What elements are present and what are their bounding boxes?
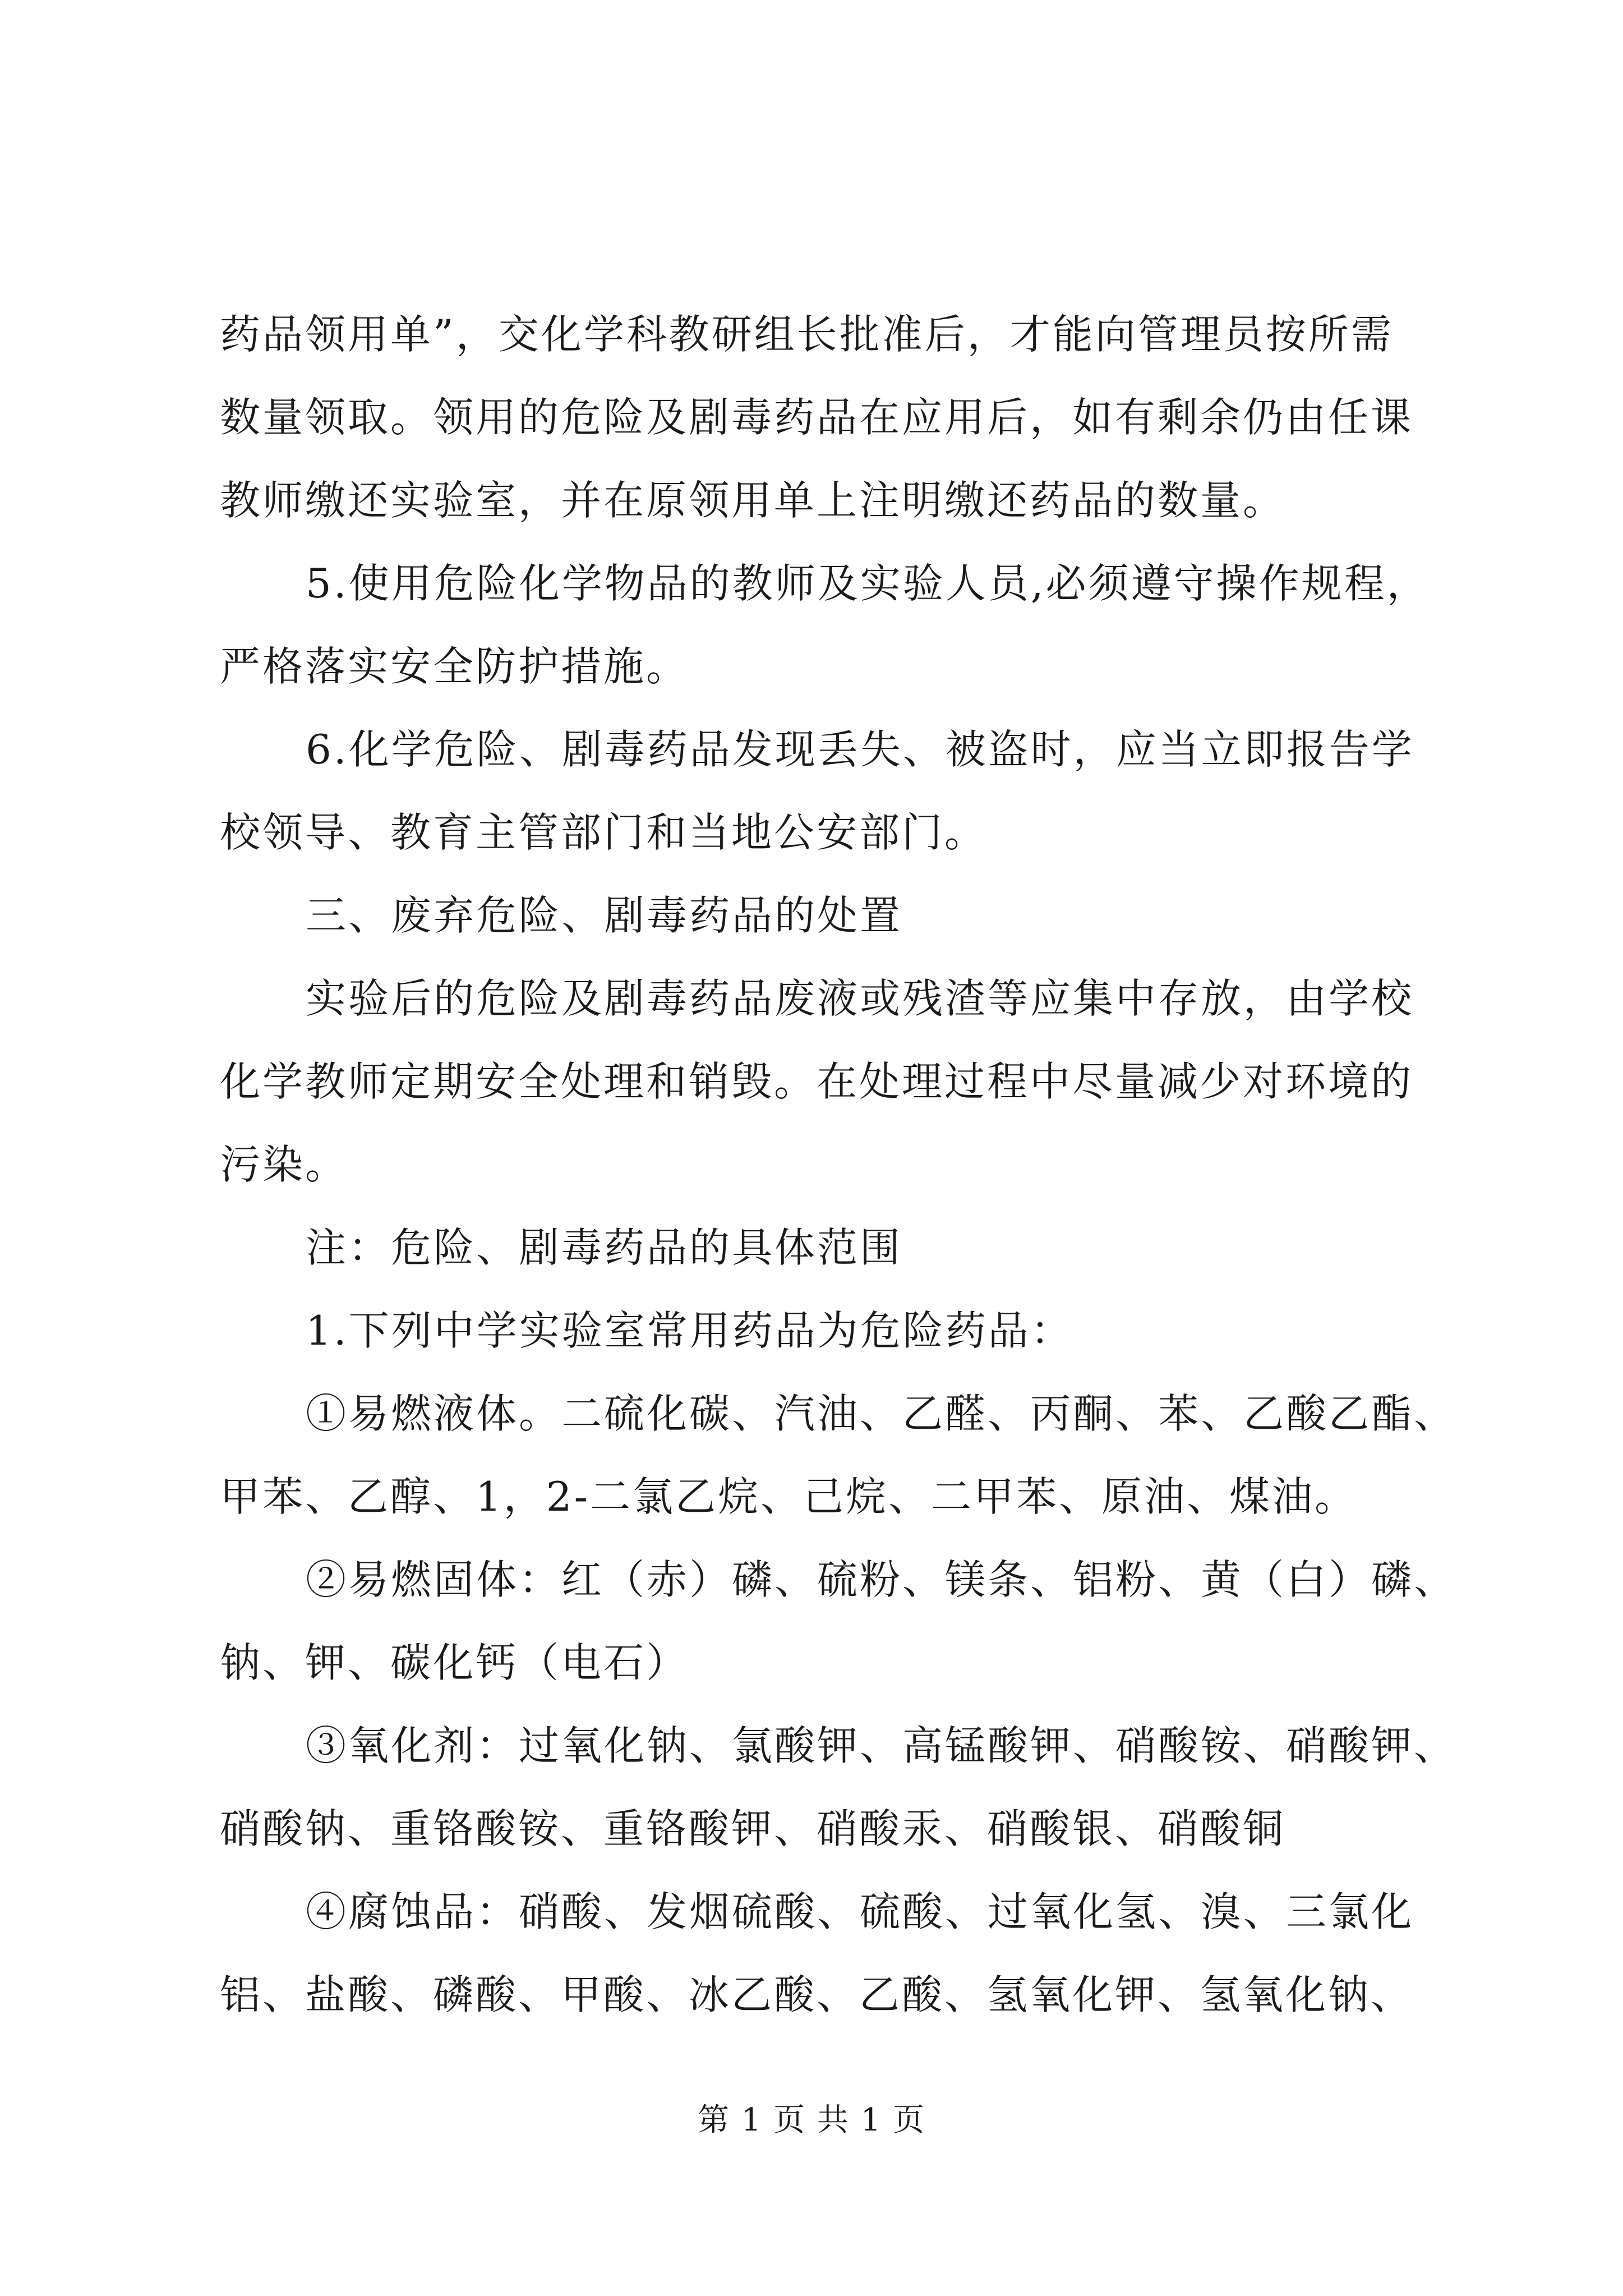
text-line: ④腐蚀品：硝酸、发烟硫酸、硫酸、过氧化氢、溴、三氯化 xyxy=(306,1888,1414,1935)
text-line: 钠、钾、碳化钙（电石） xyxy=(220,1639,689,1686)
text-line: 1.下列中学实验室常用药品为危险药品： xyxy=(306,1307,1073,1354)
page-number: 第 1 页 共 1 页 xyxy=(697,2102,926,2138)
text-line: 铝、盐酸、磷酸、甲酸、冰乙酸、乙酸、氢氧化钾、氢氧化钠、 xyxy=(220,1971,1414,2018)
text-line: ③氧化剂：过氧化钠、氯酸钾、高锰酸钾、硝酸铵、硝酸钾、 xyxy=(306,1722,1457,1769)
text-line: 教师缴还实验室，并在原领用单上注明缴还药品的数量。 xyxy=(220,477,1286,524)
text-line: 硝酸钠、重铬酸铵、重铬酸钾、硝酸汞、硝酸银、硝酸铜 xyxy=(220,1805,1286,1852)
text-line: 甲苯、乙醇、1，2-二氯乙烷、己烷、二甲苯、原油、煤油。 xyxy=(220,1473,1357,1520)
text-line: 校领导、教育主管部门和当地公安部门。 xyxy=(220,809,988,856)
text-line: 化学教师定期安全处理和销毁。在处理过程中尽量减少对环境的 xyxy=(220,1058,1414,1105)
section-heading: 三、废弃危险、剧毒药品的处置 xyxy=(306,892,903,939)
text-line: ①易燃液体。二硫化碳、汽油、乙醛、丙酮、苯、乙酸乙酯、 xyxy=(306,1390,1457,1437)
text-line: 6.化学危险、剧毒药品发现丢失、被盗时，应当立即报告学 xyxy=(306,726,1414,773)
note-heading: 注：危险、剧毒药品的具体范围 xyxy=(306,1224,903,1271)
text-line: 药品领用单”，交化学科教研组长批准后，才能向管理员按所需 xyxy=(220,311,1394,358)
text-line: 数量领取。领用的危险及剧毒药品在应用后，如有剩余仍由任课 xyxy=(220,394,1414,441)
text-line: 污染。 xyxy=(220,1141,348,1188)
text-line: 5.使用危险化学物品的教师及实验人员,必须遵守操作规程， xyxy=(306,560,1430,607)
text-line: ②易燃固体：红（赤）磷、硫粉、镁条、铝粉、黄（白）磷、 xyxy=(306,1556,1457,1603)
text-line: 严格落实安全防护措施。 xyxy=(220,643,689,690)
text-line: 实验后的危险及剧毒药品废液或残渣等应集中存放，由学校 xyxy=(306,975,1414,1022)
